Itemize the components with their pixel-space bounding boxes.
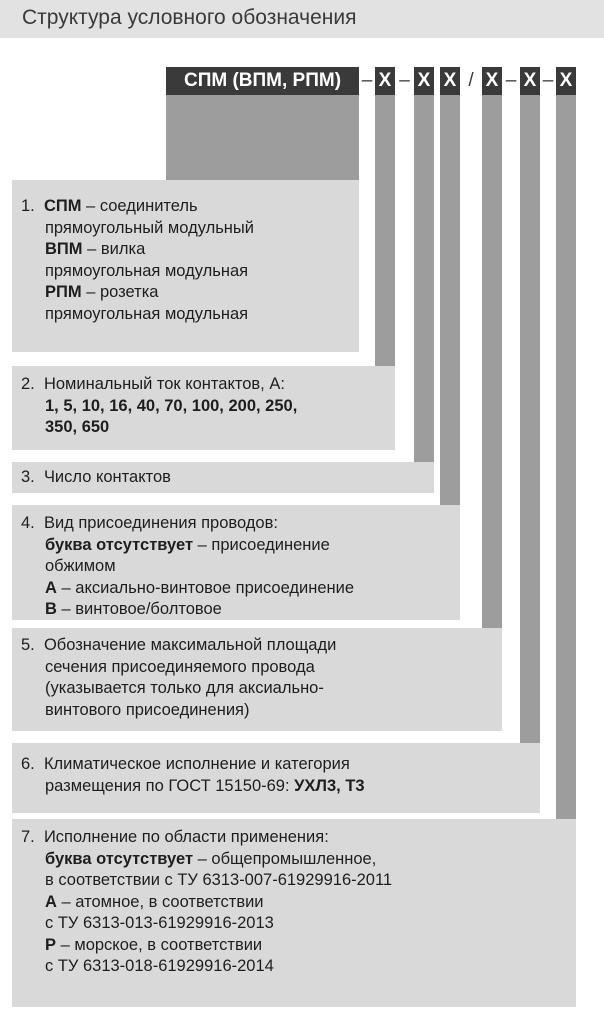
page-title: Структура условного обозначения (22, 6, 357, 29)
item-7-line-6: Р – морское, в соответствии (45, 935, 263, 954)
code-x6: Х (556, 67, 576, 95)
stem-6 (520, 95, 540, 813)
code-x2: Х (414, 67, 434, 95)
item-2-line-1: 2. Номинальный ток контактов, А: (21, 375, 285, 393)
item-6-line-2: размещения по ГОСТ 15150-69: УХЛ3, Т3 (45, 776, 365, 795)
item-7-line-5: с ТУ 6313-013-61929916-2013 (45, 914, 274, 932)
item-1-line-4: прямоугольная модульная (45, 261, 249, 280)
item-7-line-2: буква отсутствует – общепромышленное, (45, 849, 377, 868)
code-x1: Х (375, 67, 395, 95)
item-4-line-1: 4. Вид присоединения проводов: (21, 514, 278, 532)
item-3-line-1: 3. Число контактов (21, 468, 171, 486)
item-1-line-2: прямоугольный модульный (45, 218, 254, 237)
item-2-line-3: 350, 650 (45, 418, 110, 436)
item-5-box (12, 628, 502, 731)
item-7-box (12, 819, 576, 1007)
code-slash: / (468, 70, 474, 91)
item-1-box (12, 180, 359, 352)
code-dash-1: – (361, 70, 373, 91)
header-bar (0, 0, 604, 38)
code-dash-3: – (505, 70, 517, 91)
item-6-box (12, 743, 540, 813)
item-7-line-1: 7. Исполнение по области применения: (21, 828, 329, 846)
stem-3 (414, 95, 434, 493)
item-1-line-1: 1. СПМ – соединитель (21, 197, 198, 215)
code-dash-2: – (399, 70, 410, 91)
item-5-line-3: (указывается только для аксиально- (45, 679, 324, 697)
item-7-line-4: А – атомное, в соответствии (45, 892, 264, 911)
item-7-line-3: в соответствии с ТУ 6313-007-61929916-2011 (45, 871, 393, 889)
item-5-line-2: сечения присоединяемого провода (45, 657, 315, 676)
code-main: СПМ (ВПМ, РПМ) (166, 67, 359, 95)
item-4-line-2: буква отсутствует – присоединение (45, 535, 330, 554)
item-6-line-1: 6. Климатическое исполнение и категория (21, 755, 350, 773)
item-5-line-4: винтового присоединения) (45, 700, 250, 719)
code-x3: Х (440, 67, 460, 95)
item-5-line-1: 5. Обозначение максимальной площади (21, 636, 337, 654)
item-4-line-4: А – аксиально-винтовое присоединение (45, 578, 355, 597)
code-x5: Х (520, 67, 540, 95)
item-7-line-7: с ТУ 6313-018-61929916-2014 (45, 957, 274, 975)
item-4-line-3: обжимом (45, 557, 116, 575)
item-1-line-3: ВПМ – вилка (45, 240, 146, 258)
item-1-line-5: РПМ – розетка (45, 283, 159, 301)
item-1-line-6: прямоугольная модульная (45, 304, 249, 323)
item-4-line-5: В – винтовое/болтовое (45, 600, 222, 618)
item-4-box (12, 505, 460, 620)
code-dash-4: – (542, 70, 554, 91)
item-3-box (12, 462, 434, 493)
item-2-box (12, 366, 395, 450)
code-x4: Х (482, 67, 502, 95)
item-2-line-2: 1, 5, 10, 16, 40, 70, 100, 200, 250, (45, 396, 298, 415)
